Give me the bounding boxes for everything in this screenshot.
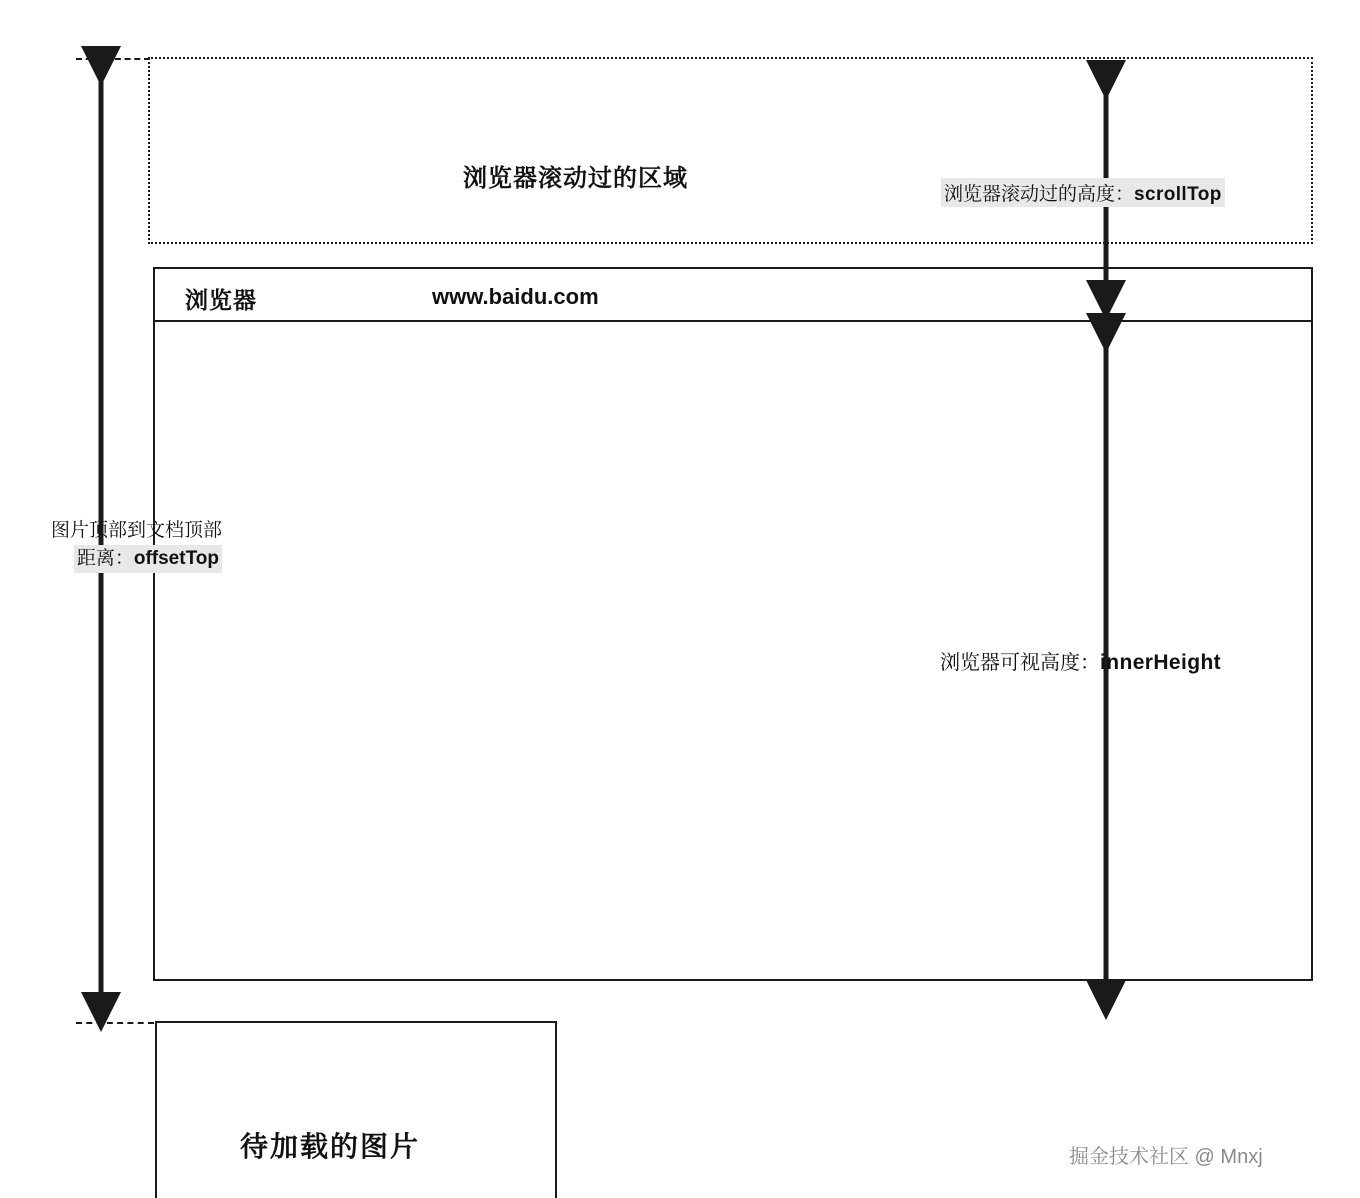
offset-top-label-prefix: 距离： — [76, 548, 134, 569]
pending-image-box — [155, 1021, 557, 1198]
scrolled-region-box — [148, 57, 1313, 244]
scroll-top-value: scrollTop — [1134, 184, 1222, 205]
browser-label: 浏览器 — [185, 287, 257, 313]
pending-image-label: 待加载的图片 — [240, 1131, 421, 1162]
offset-top-label-line1: 图片顶部到文档顶部 — [50, 520, 222, 541]
offset-top-guide-upper — [76, 58, 150, 60]
browser-chrome-divider — [153, 320, 1313, 322]
inner-height-annotation — [937, 645, 1224, 676]
offset-top-annotation — [0, 517, 222, 573]
watermark-text: 掘金技术社区 @ Mnxj — [1069, 1146, 1263, 1168]
browser-url-text: www.baidu.com — [432, 284, 599, 309]
browser-window-box — [153, 267, 1313, 981]
scrolled-region-title: 浏览器滚动过的区域 — [463, 165, 688, 192]
inner-height-value: innerHeight — [1100, 651, 1222, 674]
offset-top-value: offsetTop — [133, 548, 219, 569]
offset-top-label-line2 — [74, 545, 222, 573]
scroll-top-annotation — [941, 178, 1225, 207]
inner-height-label: 浏览器可视高度： — [940, 652, 1100, 674]
scroll-top-label: 浏览器滚动过的高度： — [944, 184, 1135, 205]
offset-top-guide-lower — [76, 1022, 154, 1024]
